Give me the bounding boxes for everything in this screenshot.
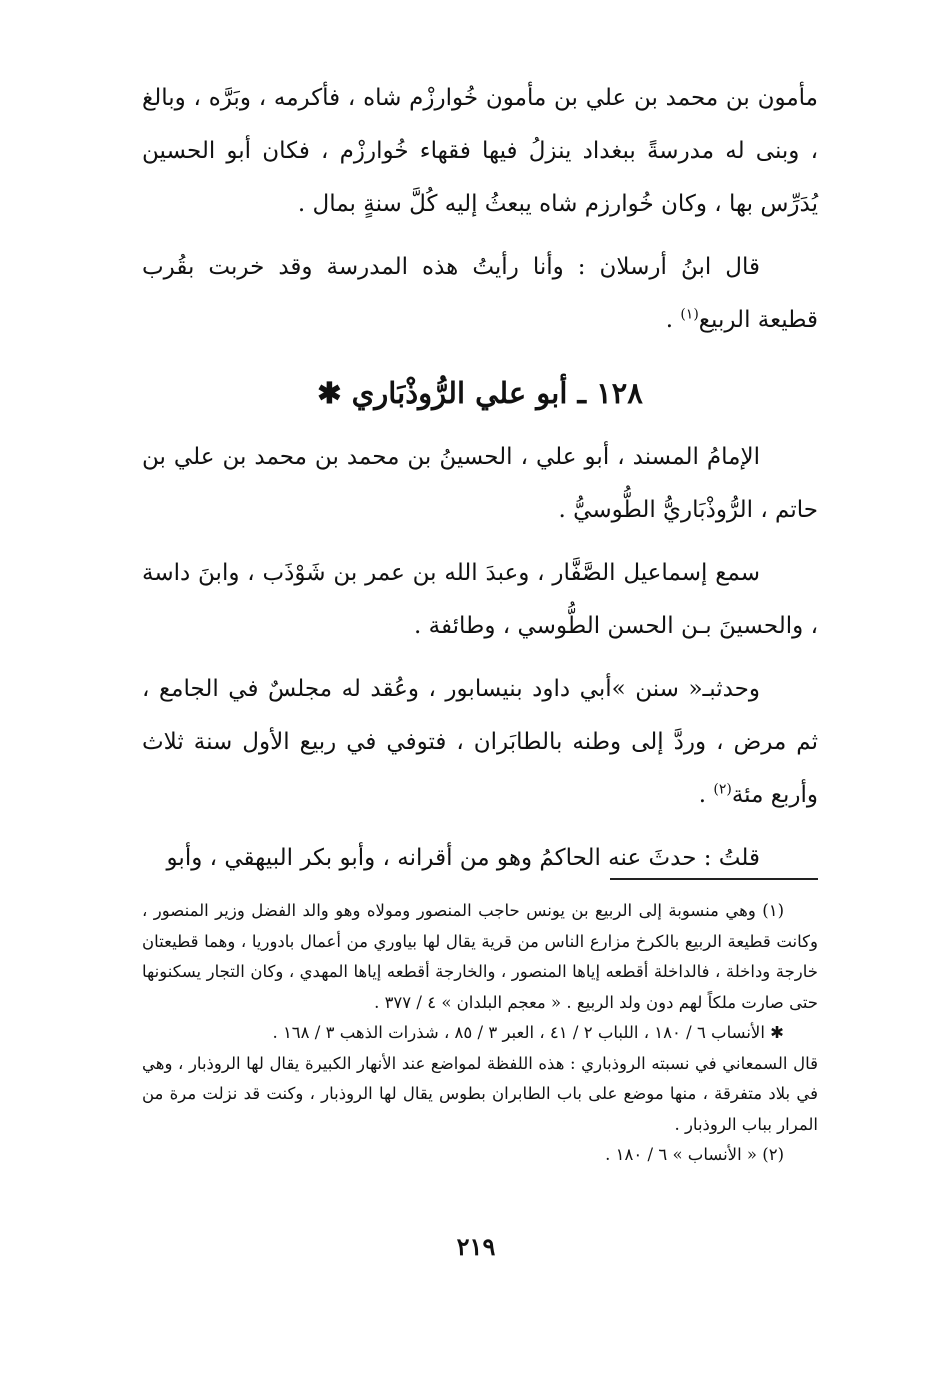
paragraph-4: سمع إسماعيل الصَّفَّار ، وعبدَ الله بن عمر بن شَوْذَب ، وابنَ داسة ، والحسينَ بـن الحسن الطُّوسي ، وطائفة . [142, 560, 818, 639]
paragraph-6: قلتُ : حدثَ عنه الحاكمُ وهو من أقرانه ، وأبو بكر البيهقي ، وأبو [166, 845, 760, 871]
page-number: ٢١٩ [456, 1232, 496, 1261]
paragraph-5 [142, 663, 818, 822]
paragraph-2-end: . [665, 307, 681, 333]
paragraph-5-text: وحدثبـ« سنن »أبي داود بنيسابور ، وعُقد له مجلسٌ في الجامع ، ثم مرض ، وردَّ إلى وطنه بالطابَران ، فتوفي في ربيع الأول سنة ثلاث وأربع مئة [142, 676, 818, 808]
paragraph-5-end: . [698, 782, 714, 808]
paragraph-3: الإمامُ المسند ، أبو علي ، الحسينُ بن محمد بن محمد بن علي بن حاتم ، الرُّوذْبَاريُّ الطُّوسيُّ . [142, 444, 818, 523]
paragraph-2 [142, 241, 818, 347]
main-text [142, 72, 818, 885]
footnote-sources-note: قال السمعاني في نسبته الروذباري : هذه اللفظة لمواضع عند الأنهار الكبيرة يقال لها الروذبار ، وهي في بلاد متفرقة ، منها موضع على باب الطابران بطوس يقال لها الروذبار ، وكنت قد نزلت مرة من المرار بباب الروذبار . [142, 1053, 818, 1134]
footnote-ref-2[interactable]: (٢) [713, 781, 732, 798]
footnote-1: (١) وهي منسوبة إلى الربيع بن يونس حاجب المنصور ومولاه وهو والد الفضل وزير المنصور ، وكانت قطيعة الربيع بالكرخ مزارع الناس من قرية يقال لها بياوري من أعمال بادوريا ، وهما قطيعتان خارجة وداخلة ، فالداخلة أقطعه إياها المنصور ، والخارجة أقطعه إياها المهدي ، وكان التجار يسكنونها حتى صارت ملكاً لهم دون ولد الربيع . « معجم البلدان » ٤ / ٣٧٧ . [142, 901, 818, 1012]
footnote-sources: ✱ الأنساب ٦ / ١٨٠ ، اللباب ٢ / ٤١ ، العبر ٣ / ٨٥ ، شذرات الذهب ٣ / ١٦٨ . [272, 1023, 784, 1042]
footnotes [142, 896, 818, 1171]
footnote-divider [610, 878, 818, 880]
footnote-2: (٢) « الأنساب » ٦ / ١٨٠ . [605, 1145, 784, 1164]
paragraph-1: مأمون بن محمد بن علي بن مأمون خُوارزْم شاه ، فأكرمه ، وبَرَّه ، وبالغ ، وبنى له مدرسةً ببغداد ينزلُ فيها فقهاء خُوارزْم ، فكان أبو الحسين يُدَرِّس بها ، وكان خُوارزم شاه يبعثُ إليه كُلَّ سنةٍ بمال . [142, 85, 818, 217]
entry-heading: ١٢٨ ـ أبو علي الرُّوذْبَاري ✱ [317, 376, 643, 410]
paragraph-2-text: قال ابنُ أرسلان : وأنا رأيتُ هذه المدرسة وقد خربت بقُرب قطيعة الربيع [142, 254, 818, 333]
footnote-ref-1[interactable]: (١) [680, 306, 699, 323]
